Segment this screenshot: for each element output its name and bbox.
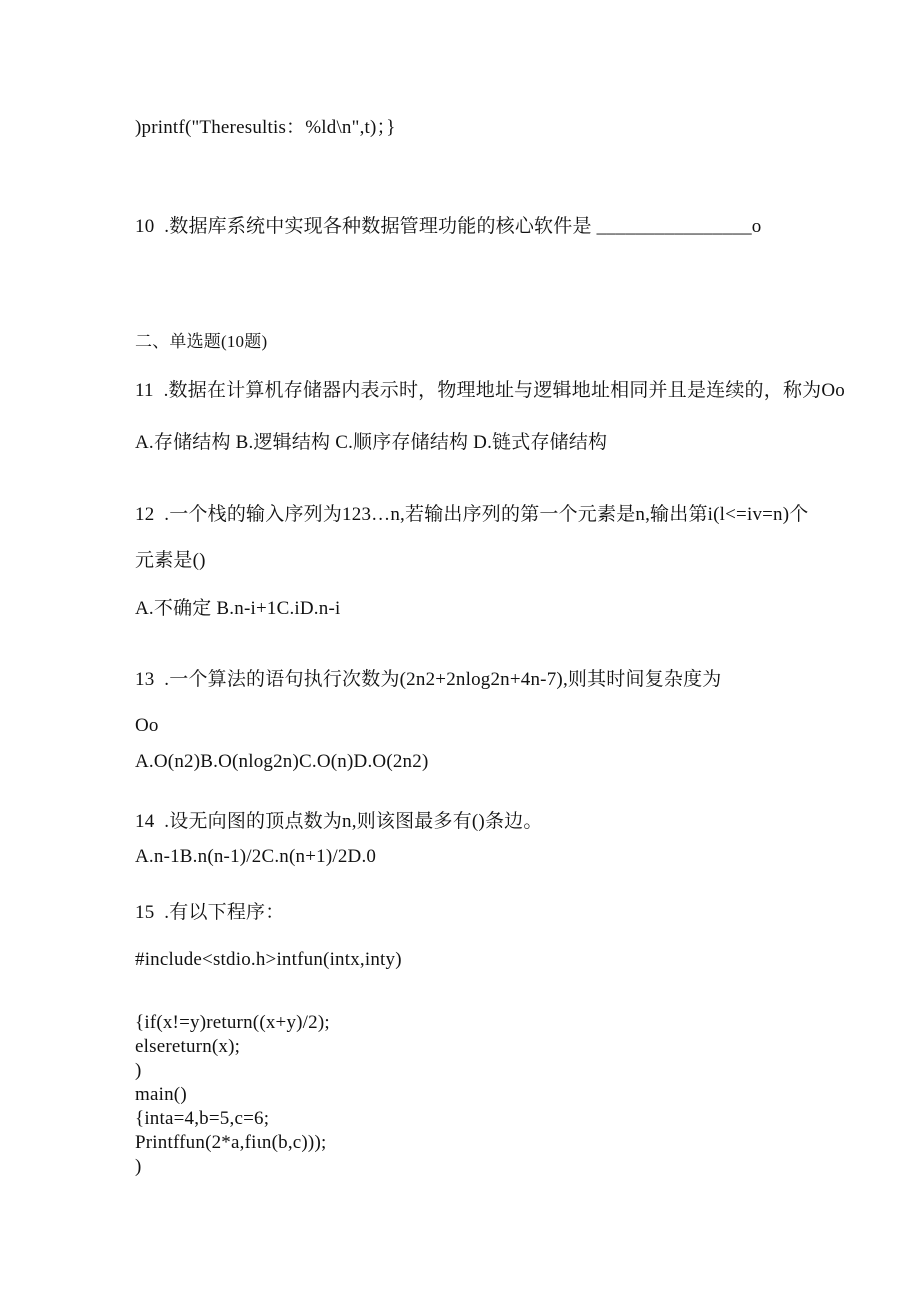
- question-12-options: A.不确定 B.n-i+1C.iD.n-i: [135, 598, 341, 619]
- code-line-close: ): [135, 1060, 142, 1081]
- code-line-declaration: {inta=4,b=5,c=6;: [135, 1108, 270, 1129]
- code-line-include: #include<stdio.h>intfun(intx,inty): [135, 949, 402, 970]
- code-line-printf: )printf("Theresultis：%ld\n",t)；}: [135, 117, 396, 138]
- question-13-options: A.O(n2)B.O(nlog2n)C.O(n)D.O(2n2): [135, 751, 429, 772]
- question-15: 15 .有以下程序：: [135, 902, 285, 923]
- code-line-else: elsereturn(x);: [135, 1036, 241, 1057]
- section-heading: 二、单选题(10题): [135, 332, 268, 351]
- question-12: 12 .一个栈的输入序列为123…n,若输出序列的第一个元素是n,输出第i(l<=iv=n)个: [135, 504, 809, 525]
- question-14-options: A.n-1B.n(n-1)/2C.n(n+1)/2D.0: [135, 846, 377, 867]
- code-line-main: main(): [135, 1084, 187, 1105]
- question-11: 11 .数据在计算机存储器内表示时，物理地址与逻辑地址相同并且是连续的，称为Oo: [135, 380, 845, 401]
- question-10: 10 .数据库系统中实现各种数据管理功能的核心软件是 ________________o: [135, 216, 762, 237]
- code-line-print: Printffun(2*a,fiιn(b,c)));: [135, 1132, 327, 1153]
- code-line-if: {if(x!=y)return((x+y)/2);: [135, 1012, 330, 1033]
- code-line-close: ): [135, 1156, 142, 1177]
- question-12-continuation: 元素是(): [135, 550, 206, 571]
- question-14: 14 .设无向图的顶点数为n,则该图最多有()条边。: [135, 811, 543, 832]
- question-11-options: A.存储结构 B.逻辑结构 C.顺序存储结构 D.链式存储结构: [135, 432, 608, 453]
- question-13-continuation: Oo: [135, 715, 159, 736]
- question-13: 13 .一个算法的语句执行次数为(2n2+2nlog2n+4n-7),则其时间复杂度为: [135, 669, 722, 690]
